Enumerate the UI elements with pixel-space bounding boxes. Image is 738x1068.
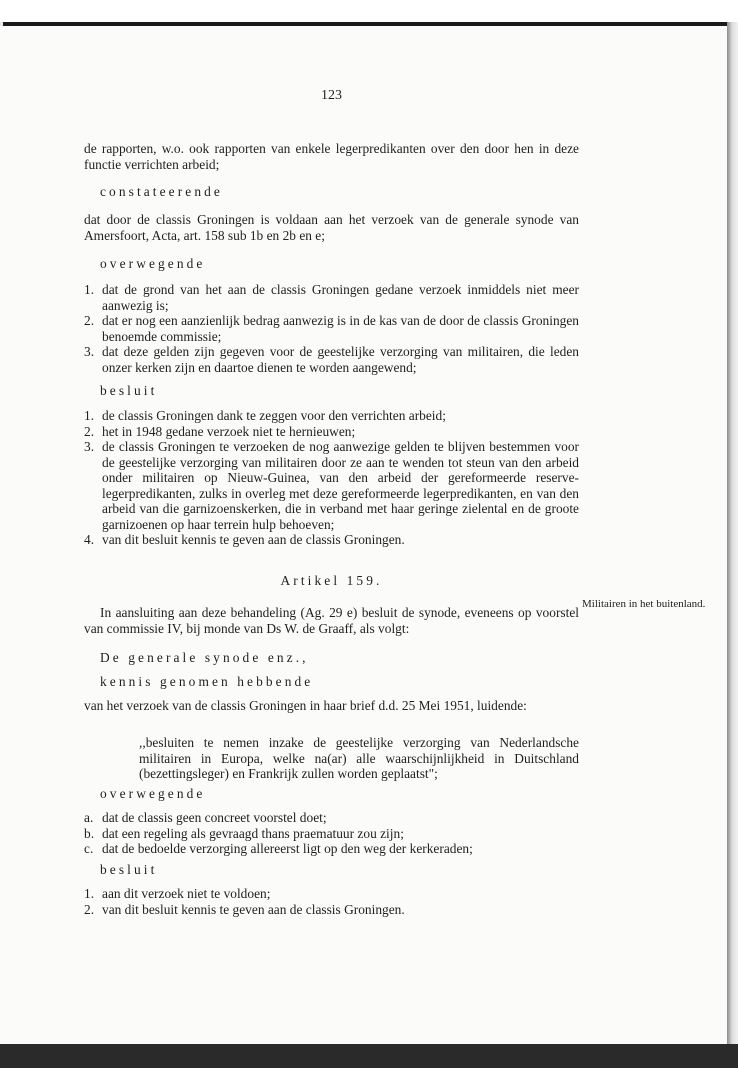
list-marker: 2. xyxy=(84,901,95,917)
artikel-heading: Artikel 159. xyxy=(280,573,383,588)
besluit-heading-1: besluit xyxy=(100,383,158,398)
overwegende-heading-1: overwegende xyxy=(100,256,206,271)
scan-right-edge xyxy=(727,22,738,1046)
generale-synode-heading: De generale synode enz., xyxy=(100,650,309,665)
list-item xyxy=(84,344,579,375)
list-item-text: de classis Groningen te verzoeken de nog aanwezige gelden te blijven bestemmen voor de geestelijke verzorging van militairen door ze aan te wenden tot steun van den arbeid onder militairen op Nieuw-Guinea, van den arbeid der gereformeerde reserve-legerpredikanten, zulks in overleg met deze gereformeerde legerpredikanten, en van den arbeid van die garnizoenskerken, die in verband met haar geringe zielental en de groote garnizoenen op haar terrein hulp behoeven; xyxy=(102,439,579,532)
overwegende-heading-2: overwegende xyxy=(100,786,206,801)
list-item xyxy=(84,282,579,313)
list-marker: b. xyxy=(84,825,95,841)
list-item xyxy=(84,826,579,842)
list-marker: 2. xyxy=(84,313,95,328)
list-marker: 2. xyxy=(84,423,95,439)
list-item-text: dat deze gelden zijn gegeven voor de geestelijke verzorging van militairen, die leden onzer kerken zijn en daartoe dienen te worden aangewend; xyxy=(102,344,579,375)
overwegende-list-2 xyxy=(84,810,579,857)
list-item xyxy=(84,439,579,532)
list-marker: 1. xyxy=(84,886,95,901)
page-number: 123 xyxy=(321,88,342,103)
list-item-text: dat een regeling als gevraagd thans praematuur zou zijn; xyxy=(102,825,404,841)
scan-bottom-edge xyxy=(0,1044,738,1068)
besluit-list-1 xyxy=(84,408,579,548)
list-item xyxy=(84,313,579,344)
list-marker: 4. xyxy=(84,532,95,547)
list-item-text: dat de classis geen concreet voorstel doet; xyxy=(102,810,327,825)
besluit-list-2 xyxy=(84,886,579,917)
besluit-heading-2: besluit xyxy=(100,862,158,877)
list-item-text: de classis Groningen dank te zeggen voor den verrichten arbeid; xyxy=(102,408,446,423)
list-item xyxy=(84,841,579,857)
list-item-text: van dit besluit kennis te geven aan de classis Groningen. xyxy=(102,532,405,547)
list-item-text: dat de bedoelde verzorging allereerst ligt op den weg der kerkeraden; xyxy=(102,841,473,856)
list-item xyxy=(84,810,579,826)
list-item xyxy=(84,424,579,440)
list-marker: 1. xyxy=(84,282,95,297)
scan-top-margin xyxy=(0,0,738,24)
list-marker: 1. xyxy=(84,408,95,423)
list-item-text: het in 1948 gedane verzoek niet te hernieuwen; xyxy=(102,423,356,439)
constateerende-heading: constateerende xyxy=(100,184,223,199)
list-marker: 3. xyxy=(84,344,95,359)
kennis-paragraph: van het verzoek van de classis Groningen in haar brief d.d. 25 Mei 1951, luidende: xyxy=(84,698,527,713)
list-item-text: aan dit verzoek niet te voldoen; xyxy=(102,886,271,901)
kennis-heading: kennis genomen hebbende xyxy=(100,674,314,689)
list-item-text: dat de grond van het aan de classis Groningen gedane verzoek inmiddels niet meer aanwezig is; xyxy=(102,282,579,313)
list-item-text: dat er nog een aanzienlijk bedrag aanwezig is in de kas van de door de classis Groningen benoemde commissie; xyxy=(102,313,579,344)
list-item xyxy=(84,408,579,424)
constateerende-paragraph: dat door de classis Groningen is voldaan aan het verzoek van de generale synode van Amersfoort, Acta, art. 158 sub 1b en 2b en e; xyxy=(84,212,579,243)
list-item xyxy=(84,902,579,918)
list-marker: a. xyxy=(84,810,94,825)
quoted-request: ,,besluiten te nemen inzake de geestelijke verzorging van Nederlandsche militairen in Europa, welke na(ar) alle waarschijnlijkheid in Duitschland (bezettingsleger) en Frankrijk zullen worden geplaatst"; xyxy=(139,735,579,781)
intro-paragraph: de rapporten, w.o. ook rapporten van enkele legerpredikanten over den door hen in deze functie verrichten arbeid; xyxy=(84,141,579,172)
overwegende-list-1 xyxy=(84,282,579,375)
list-marker: c. xyxy=(84,841,94,856)
list-item xyxy=(84,532,579,548)
list-item-text: van dit besluit kennis te geven aan de classis Groningen. xyxy=(102,901,405,917)
margin-note: Militairen in het buitenland. xyxy=(582,598,706,610)
list-item xyxy=(84,886,579,902)
list-marker: 3. xyxy=(84,439,95,454)
artikel-intro: In aansluiting aan deze behandeling (Ag. 29 e) besluit de synode, eveneens op voorstel van commissie IV, bij monde van Ds W. de Graaff, als volgt: xyxy=(84,605,579,636)
